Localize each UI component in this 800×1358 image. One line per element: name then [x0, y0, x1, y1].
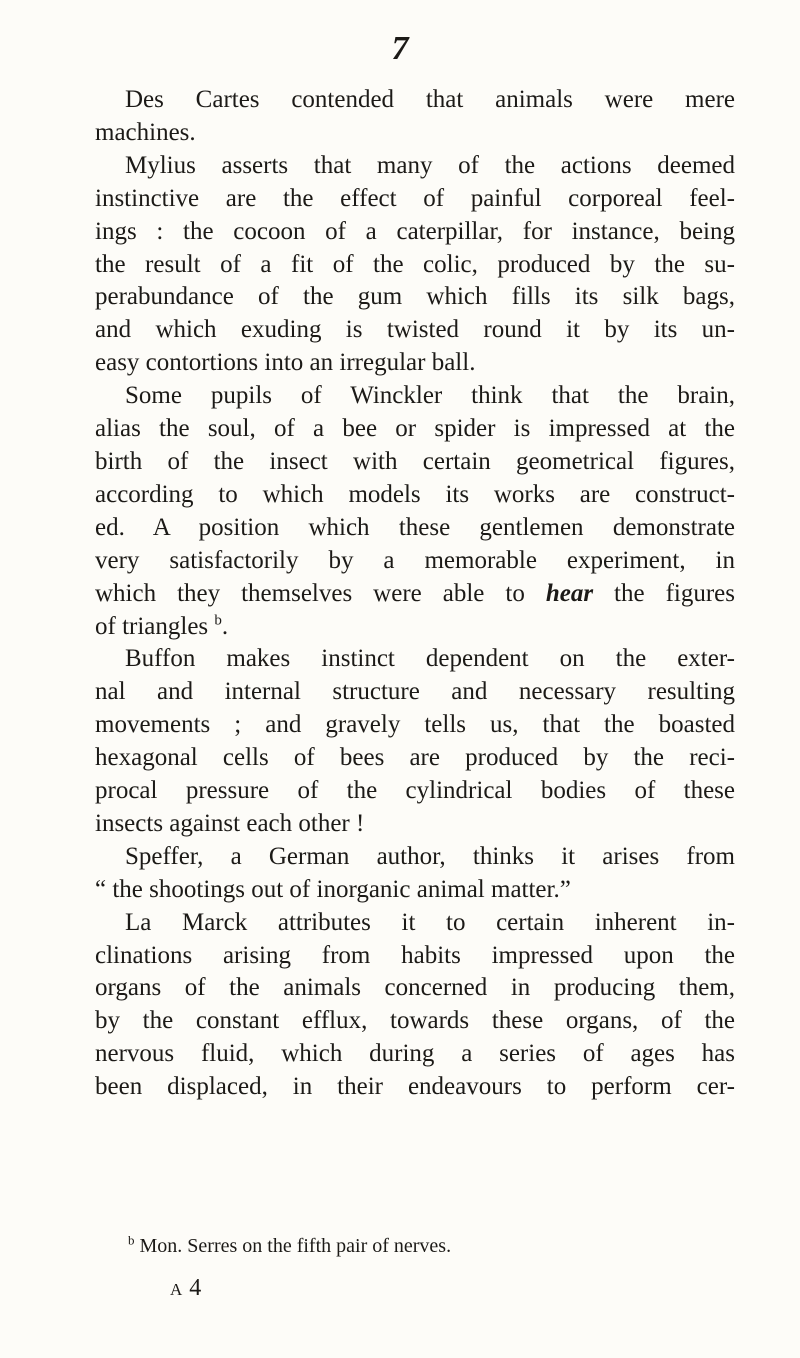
- footnote: [128, 1232, 728, 1258]
- line-text: machines.: [95, 118, 196, 146]
- text-line: [95, 940, 735, 973]
- line-text: perabundance of the gum which fills its silk bags,: [95, 283, 735, 311]
- line-text: Des Cartes contended that animals were mere: [125, 86, 735, 113]
- signature-mark: [170, 1275, 201, 1302]
- text-line: [95, 216, 735, 249]
- text-line: [95, 249, 735, 282]
- line-text: procal pressure of the cylindrical bodies of these: [95, 777, 735, 805]
- line-text: Buffon makes instinct dependent on the exter-: [125, 645, 735, 673]
- text-line: [95, 972, 735, 1005]
- text-line: [95, 347, 735, 380]
- line-text: been displaced, in their endeavours to perform cer-: [95, 1073, 735, 1101]
- line-text: according to which models its works are construct-: [95, 480, 735, 508]
- line-text: the figures: [593, 579, 735, 607]
- line-text: insects against each other !: [95, 809, 365, 837]
- signature-letter: A: [170, 1280, 184, 1299]
- body-text: [95, 84, 735, 1104]
- line-text: which they themselves were able to: [95, 579, 546, 607]
- text-line: [95, 281, 735, 314]
- text-line: [95, 775, 735, 808]
- line-text: by the constant efflux, towards these organs, of the: [95, 1007, 735, 1035]
- text-line: [95, 907, 735, 940]
- line-text: the result of a fit of the colic, produced by the su-: [95, 250, 735, 278]
- page-number: 7: [391, 30, 409, 67]
- text-line: [95, 611, 735, 644]
- line-text: hexagonal cells of bees are produced by the reci-: [95, 744, 735, 772]
- footnote-reference: b: [214, 612, 222, 629]
- text-line: [95, 314, 735, 347]
- line-text: nervous fluid, which during a series of ages has: [95, 1040, 735, 1068]
- footnote-text: Mon. Serres on the fifth pair of nerves.: [139, 1235, 452, 1257]
- line-text: clinations arising from habits impressed upon the: [95, 941, 735, 969]
- line-text: movements ; and gravely tells us, that the boasted: [95, 711, 735, 739]
- line-text: birth of the insect with certain geometrical figures,: [95, 447, 735, 475]
- line-text: Speffer, a German author, thinks it arises from: [125, 842, 735, 870]
- line-text: Some pupils of Winckler think that the brain,: [125, 382, 735, 410]
- line-text: ed. A position which these gentlemen demonstrate: [95, 513, 735, 541]
- text-line: [95, 512, 735, 545]
- line-text: “ the shootings out of inorganic animal matter.”: [95, 875, 571, 903]
- text-line: [95, 1005, 735, 1038]
- line-text: easy contortions into an irregular ball.: [95, 349, 476, 377]
- text-line: [95, 676, 735, 709]
- text-line: [95, 183, 735, 216]
- line-text: ings : the cocoon of a caterpillar, for instance, being: [95, 217, 735, 245]
- line-text: nal and internal structure and necessary resulting: [95, 678, 735, 706]
- emphasized-word: hear: [545, 579, 594, 607]
- text-line: [95, 413, 735, 446]
- text-line: [95, 84, 735, 117]
- line-text: La Marck attributes it to certain inherent in-: [125, 908, 735, 936]
- text-line: [95, 1071, 735, 1104]
- line-text: alias the soul, of a bee or spider is impressed at the: [95, 415, 735, 443]
- text-line: [95, 578, 735, 611]
- line-text: Mylius asserts that many of the actions deemed: [125, 151, 735, 179]
- line-text: .: [221, 612, 229, 640]
- text-line: [95, 709, 735, 742]
- text-line: [95, 545, 735, 578]
- line-text: of triangles: [95, 612, 215, 640]
- text-line: [95, 117, 735, 150]
- line-text: very satisfactorily by a memorable experiment, in: [95, 546, 735, 574]
- text-line: [95, 1038, 735, 1071]
- text-line: [95, 446, 735, 479]
- text-line: [95, 808, 735, 841]
- text-line: [95, 479, 735, 512]
- text-line: [95, 874, 735, 907]
- line-text: and which exuding is twisted round it by its un-: [95, 316, 735, 344]
- line-text: organs of the animals concerned in producing them,: [95, 974, 735, 1002]
- text-line: [95, 742, 735, 775]
- text-line: [95, 841, 735, 874]
- footnote-marker: b: [128, 1232, 135, 1248]
- text-line: [95, 643, 735, 676]
- line-text: instinctive are the effect of painful corporeal feel-: [95, 184, 735, 212]
- text-line: [95, 380, 735, 413]
- text-line: [95, 150, 735, 183]
- signature-number: 4: [189, 1275, 202, 1301]
